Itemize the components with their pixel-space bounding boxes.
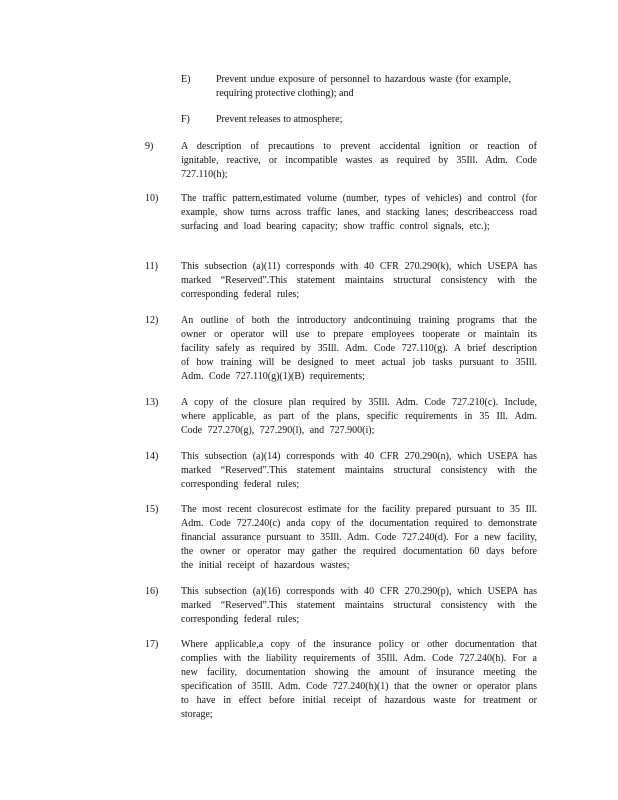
item-number: 16) xyxy=(145,586,159,597)
item-number: 17) xyxy=(145,639,159,650)
item-text: An outline of both the introductory andcontinuing training programs that the owner or operator will use to prepare employees tooperate or maintain its facility safely as required by 35Ill. Adm. Code 727.110(g). A brief description of how training will be designed to meet actual job tasks pursuant to 35Ill. Adm. Code 727.110(g)(1)(B) requirements; xyxy=(181,315,537,382)
item-number: 10) xyxy=(145,193,159,204)
subitem-label: F) xyxy=(181,114,190,125)
item-text: This subsection (a)(14) corresponds with 40 CFR 270.290(n), which USEPA has marked “Reserved”.This statement maintains structural consistency with the corresponding federal rules; xyxy=(181,451,537,490)
item-number: 9) xyxy=(145,141,154,152)
item-text: Where applicable,a copy of the insurance policy or other documentation that complies with the liability requirements of 35Ill. Adm. Code 727.240(h). For a new facility, documentation showing the amount of insurance meeting the specification of 35Ill. Adm. Code 727.240(h)(1) that the owner or operator plans to have in effect before initial receipt of hazardous waste for treatment or storage; xyxy=(181,639,537,720)
item-number: 15) xyxy=(145,504,159,515)
subitem-text: Prevent releases to atmosphere; xyxy=(216,114,343,125)
item-text: A copy of the closure plan required by 35Ill. Adm. Code 727.210(c). Include, where applicable, as part of the plans, specific requirements in 35 Ill. Adm. Code 727.270(g), 727.290(l), and 727.900(i); xyxy=(181,397,537,436)
subitem-label: E) xyxy=(181,74,191,85)
item-text: This subsection (a)(11) corresponds with 40 CFR 270.290(k), which USEPA has marked “Reserved”.This statement maintains structural consistency with the corresponding federal rules; xyxy=(181,261,537,300)
item-text: The traffic pattern,estimated volume (number, types of vehicles) and control (for example, show turns across traffic lanes, and stacking lanes; describeaccess road surfacing and load bearing capacity; show traffic control signals, etc.); xyxy=(181,193,537,232)
item-number: 11) xyxy=(145,261,158,272)
item-number: 12) xyxy=(145,315,159,326)
subitem-text: Prevent undue exposure of personnel to hazardous waste (for example, requiring protective clothing); and xyxy=(216,74,511,99)
item-text: The most recent closurecost estimate for the facility prepared pursuant to 35 Ill. Adm. Code 727.240(c) anda copy of the documentation required to demonstrate financial assurance pursuant to 35Ill. Adm. Code 727.240(d). For a new facility, the owner or operator may gather the required documentation 60 days before the initial receipt of hazardous wastes; xyxy=(181,504,537,571)
item-text: A description of precautions to prevent accidental ignition or reaction of ignitable, reactive, or incompatible wastes as required by 35Ill. Adm. Code 727.110(h); xyxy=(181,141,537,180)
item-number: 13) xyxy=(145,397,159,408)
item-text: This subsection (a)(16) corresponds with 40 CFR 270.290(p), which USEPA has marked “Reserved”.This statement maintains structural consistency with the corresponding federal rules; xyxy=(181,586,537,625)
item-number: 14) xyxy=(145,451,159,462)
